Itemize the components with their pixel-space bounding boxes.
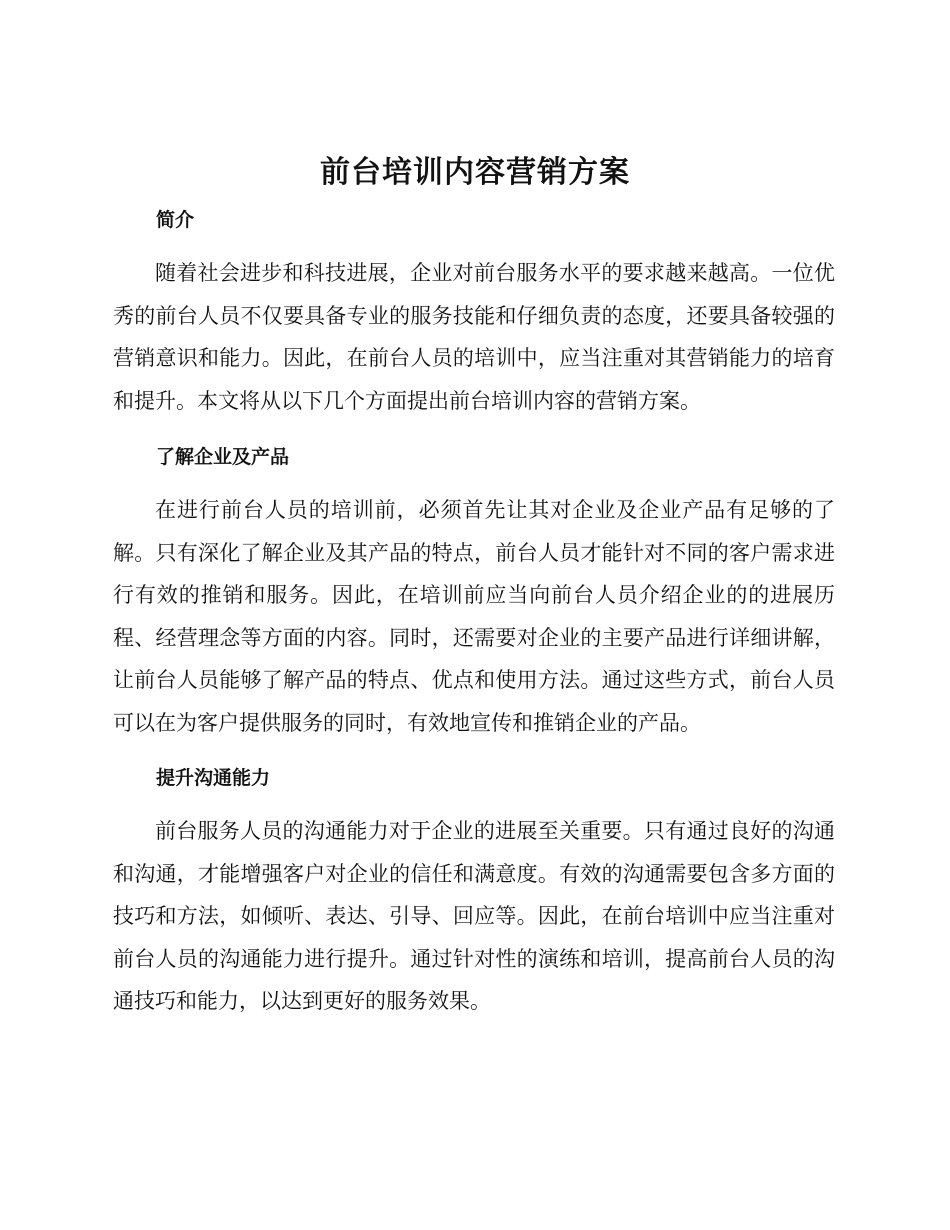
document-title: 前台培训内容营销方案 <box>320 155 630 190</box>
section-paragraph-company-products: 在进行前台人员的培训前，必须首先让其对企业及企业产品有足够的了解。只有深化了解企业及其产品的特点，前台人员才能针对不同的客户需求进行有效的推销和服务。因此，在培训前应当向前台人员介绍企业的的进展历程、经营理念等方面的内容。同时，还需要对企业的主要产品进行详细讲解，让前台人员能够了解产品的特点、优点和使用方法。通过这些方式，前台人员可以在为客户提供服务的同时，有效地宣传和推销企业的产品。 <box>113 498 835 735</box>
section-heading-intro: 简介 <box>156 209 195 231</box>
section-paragraph-communication: 前台服务人员的沟通能力对于企业的进展至关重要。只有通过良好的沟通和沟通，才能增强客户对企业的信任和满意度。有效的沟通需要包含多方面的技巧和方法，如倾听、表达、引导、回应等。因此，在前台培训中应当注重对前台人员的沟通能力进行提升。通过针对性的演练和培训，提高前台人员的沟通技巧和能力，以达到更好的服务效果。 <box>113 819 835 1013</box>
section-heading-company-products: 了解企业及产品 <box>156 446 290 468</box>
section-heading-communication: 提升沟通能力 <box>156 767 271 789</box>
section-paragraph-intro: 随着社会进步和科技进展，企业对前台服务水平的要求越来越高。一位优秀的前台人员不仅要具备专业的服务技能和仔细负责的态度，还要具备较强的营销意识和能力。因此，在前台人员的培训中，应当注重对其营销能力的培育和提升。本文将从以下几个方面提出前台培训内容的营销方案。 <box>113 261 835 413</box>
